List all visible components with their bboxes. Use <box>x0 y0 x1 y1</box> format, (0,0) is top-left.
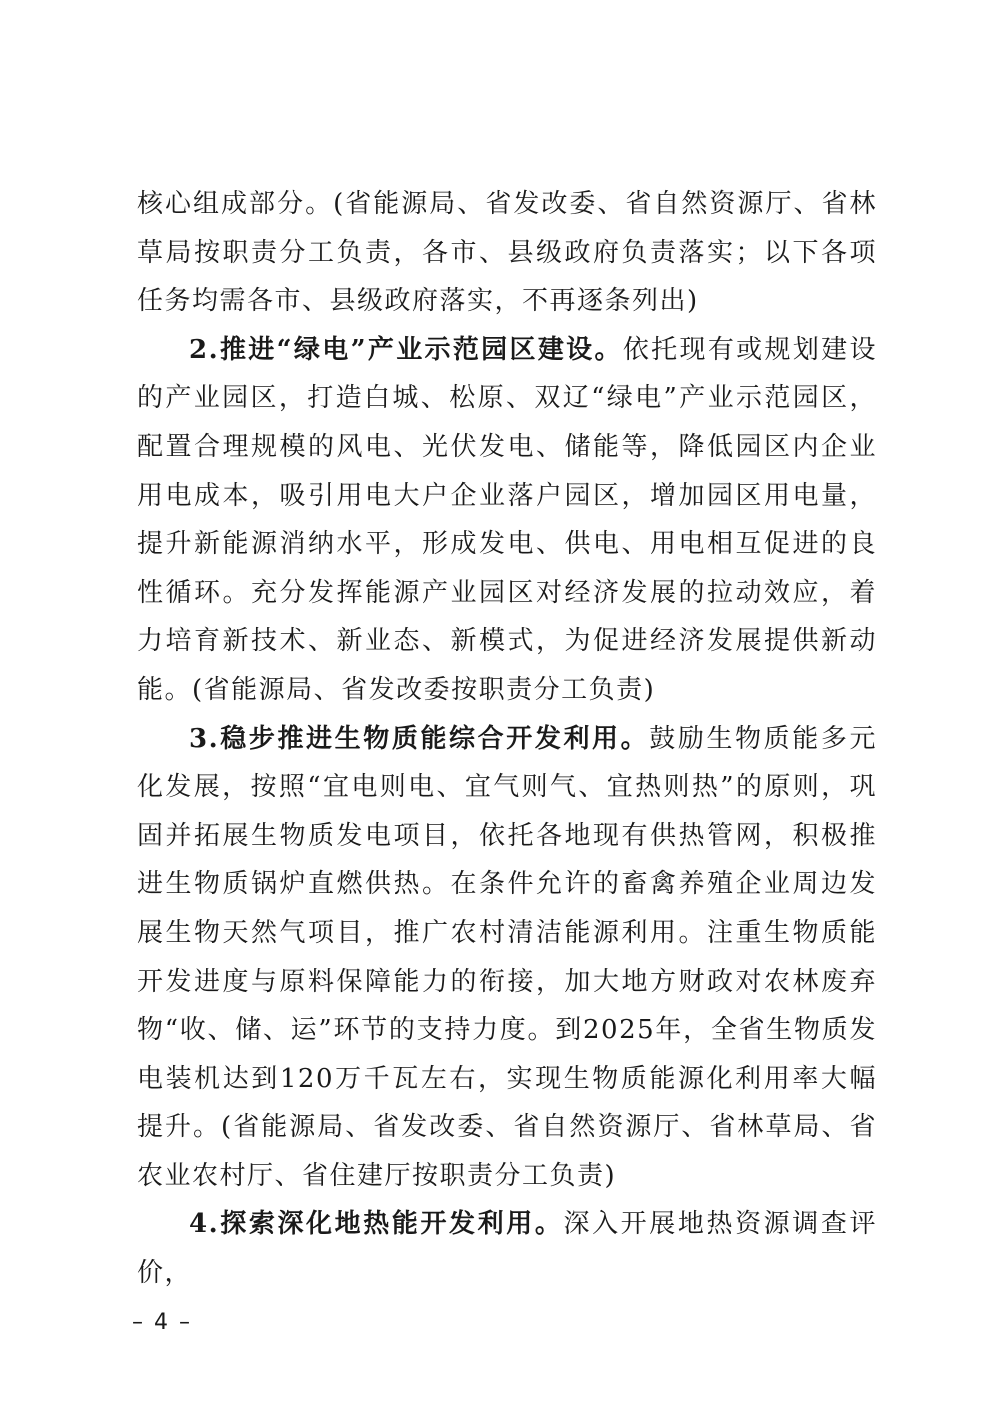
paragraph-text: 鼓励生物质能多元化发展，按照“宜电则电、宜气则气、宜热则热”的原则，巩固并拓展生物质发电项目，依托各地现有供热管网，积极推进生物质锅炉直燃供热。在条件允许的畜禽养殖企业周边发展生物天然气项目，推广农村清洁能源利用。注重生物质能开发进度与原料保障能力的衔接，加大地方财政对农林废弃物“收、储、运”环节的支持力度。到2025年，全省生物质发电装机达到120万千瓦左右，实现生物质能源化利用率大幅提升。(省能源局、省发改委、省自然资源厅、省林草局、省农业农村厅、省住建厅按职责分工负责) <box>137 723 877 1191</box>
paragraph-text: 深入开展地热资源调查评价， <box>137 1209 877 1289</box>
paragraph-text: 依托现有或规划建设的产业园区，打造白城、松原、双辽“绿电”产业示范园区，配置合理规模的风电、光伏发电、储能等，降低园区内企业用电成本，吸引用电大户企业落户园区，增加园区用电量，提升新能源消纳水平，形成发电、供电、用电相互促进的良性循环。充分发挥能源产业园区对经济发展的拉动效应，着力培育新技术、新业态、新模式，为促进经济发展提供新动能。(省能源局、省发改委按职责分工负责) <box>137 334 877 705</box>
paragraph-continuation <box>137 180 877 326</box>
paragraph-green-power-park <box>137 326 877 715</box>
paragraph-text: 核心组成部分。(省能源局、省发改委、省自然资源厅、省林草局按职责分工负责，各市、县级政府负责落实；以下各项任务均需各市、县级政府落实，不再逐条列出) <box>137 189 877 317</box>
section-heading: 3.稳步推进生物质能综合开发利用。 <box>189 723 650 754</box>
page-number: – 4 – <box>132 1310 192 1335</box>
document-body <box>137 180 877 1298</box>
section-heading: 2.推进“绿电”产业示范园区建设。 <box>189 334 623 365</box>
paragraph-geothermal-energy <box>137 1200 877 1297</box>
paragraph-biomass-energy <box>137 715 877 1201</box>
section-heading: 4.探索深化地热能开发利用。 <box>189 1209 564 1240</box>
